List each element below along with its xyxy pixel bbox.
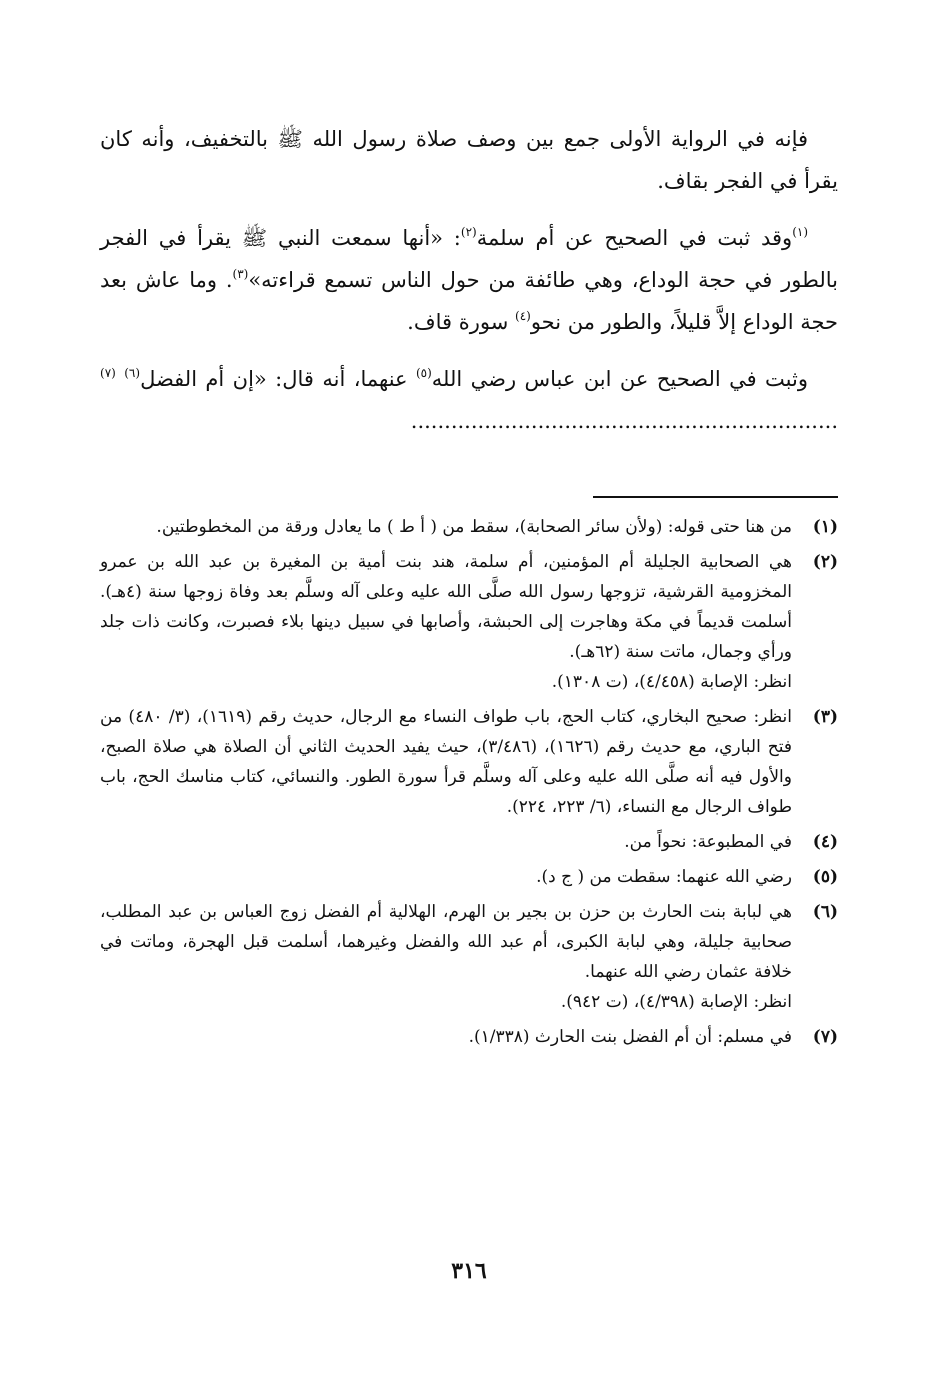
- footnote-number: (٣): [812, 707, 838, 727]
- footnote-number: (٤): [812, 832, 838, 852]
- footnote-item: [100, 1022, 838, 1052]
- footnote-text: في مسلم: أن أم الفضل بنت الحارث (١/٣٣٨).: [468, 1027, 792, 1047]
- footnote-item: [100, 827, 838, 857]
- footnote-text: انظر: صحيح البخاري، كتاب الحج، باب طواف النساء مع الرجال، حديث رقم (١٦١٩)، (٣/ ٤٨٠) من فتح الباري، مع حديث رقم (١٦٢٦)، (٣/٤٨٦)، حيث يفيد الحديث الثاني أن الصلاة هي صلاة الصبح، والأول فيه أنه صلَّى الله عليه وعلى آله وسلَّم قرأ سورة الطور. والنسائي، كتاب مناسك الحج، باب طواف الرجال مع النساء، (٦/ ٢٢٣، ٢٢٤).: [100, 707, 792, 817]
- page-number: ٣١٦: [451, 1258, 487, 1284]
- footnote-number: (٧): [812, 1027, 838, 1047]
- footnote-text: انظر: الإصابة (٤/٤٥٨)، (ت ١٣٠٨).: [551, 672, 792, 692]
- footnote-number: (٢): [812, 552, 838, 572]
- footnote-ref-6[interactable]: (٦): [124, 366, 141, 380]
- footnote-text: انظر: الإصابة (٤/٣٩٨)، (ت ٩٤٢).: [560, 992, 792, 1012]
- footnote-number: (١): [812, 517, 838, 537]
- paragraph-2-text-b: : «أنها سمعت النبي ﷺ يقرأ في الفجر بالطور في حجة الوداع، وهي طائفة من حول الناس تسمع قراءته»: [100, 226, 838, 292]
- paragraph-3-text-b: عنهما، أنه قال: «إن أم الفضل: [140, 367, 416, 391]
- main-text: [100, 118, 838, 457]
- footnote-text: من هنا حتى قوله: (ولأن سائر الصحابة)، سقط من ( أ ط ) ما يعادل ورقة من المخطوطتين.: [156, 517, 792, 537]
- footnote-body: [100, 702, 792, 822]
- footnote-ref-2[interactable]: (٢): [460, 225, 477, 239]
- footnote-item: [100, 512, 838, 542]
- footnote-ref-4[interactable]: (٤): [515, 309, 531, 323]
- footnote-text: في المطبوعة: نحواً من.: [624, 832, 792, 852]
- paragraph-2-text-a: وقد ثبت في الصحيح عن أم سلمة: [476, 226, 793, 250]
- footnote-body: [100, 897, 792, 1017]
- footnote-item: [100, 702, 838, 822]
- footnote-item: [100, 547, 838, 697]
- footnote-body: [100, 1022, 792, 1052]
- paragraph-3: [100, 358, 838, 442]
- footnote-text: هي الصحابية الجليلة أم المؤمنين، أم سلمة، هند بنت أمية بن المغيرة بن عبد الله بن عمرو المخزومية القرشية، تزوجها رسول الله صلَّى الله عليه وعلى آله وسلَّم بعد وفاة زوجها سنة (٤هـ). أسلمت قديماً في مكة وهاجرت إلى الحبشة، وأصابها في سبيل دينها بلاء فصبرت، وكانت ذات جلد ورأي وجمال، ماتت سنة (٦٢هـ).: [100, 552, 792, 662]
- footnote-ref-1[interactable]: (١): [792, 225, 809, 239]
- footnote-item: [100, 862, 838, 892]
- paragraph-2-text-d: سورة قاف.: [407, 310, 515, 334]
- footnote-ref-3[interactable]: (٣): [232, 267, 249, 281]
- footnote-ref-7[interactable]: (٧): [100, 366, 116, 380]
- footnote-number: (٦): [812, 902, 838, 922]
- footnote-text: هي لبابة بنت الحارث بن حزن بن بجير بن الهرم، الهلالية أم الفضل زوج العباس بن عبد المطلب، صحابية جليلة، وهي لبابة الكبرى، أم عبد الله والفضل وغيرهما، أسلمت قبل الهجرة، وماتت في خلافة عثمان رضي الله عنهما.: [100, 902, 792, 982]
- footnote-body: [100, 547, 792, 697]
- paragraph-1: فإنه في الرواية الأولى جمع بين وصف صلاة رسول الله ﷺ بالتخفيف، وأنه كان يقرأ في الفجر بقاف.: [100, 127, 838, 193]
- paragraph-2-text-c: . وما عاش بعد حجة الوداع إلاَّ قليلاً، والطور من نحو: [100, 268, 838, 334]
- footnote-body: [100, 512, 792, 542]
- paragraph-3-text-a: وثبت في الصحيح عن ابن عباس رضي الله: [431, 367, 808, 391]
- footnote-ref-5[interactable]: (٥): [415, 366, 432, 380]
- footnote-item: [100, 897, 838, 1017]
- footnote-text: رضي الله عنهما: سقطت من ( ج د).: [536, 867, 792, 887]
- paragraph-2: [100, 217, 838, 343]
- footnote-body: [100, 827, 792, 857]
- continuation-dots: ................................................................: [410, 409, 838, 433]
- book-page: [100, 0, 838, 1379]
- footnote-separator: [593, 496, 838, 498]
- footnotes-list: [100, 512, 838, 1057]
- footnote-body: [100, 862, 792, 892]
- footnote-number: (٥): [812, 867, 838, 887]
